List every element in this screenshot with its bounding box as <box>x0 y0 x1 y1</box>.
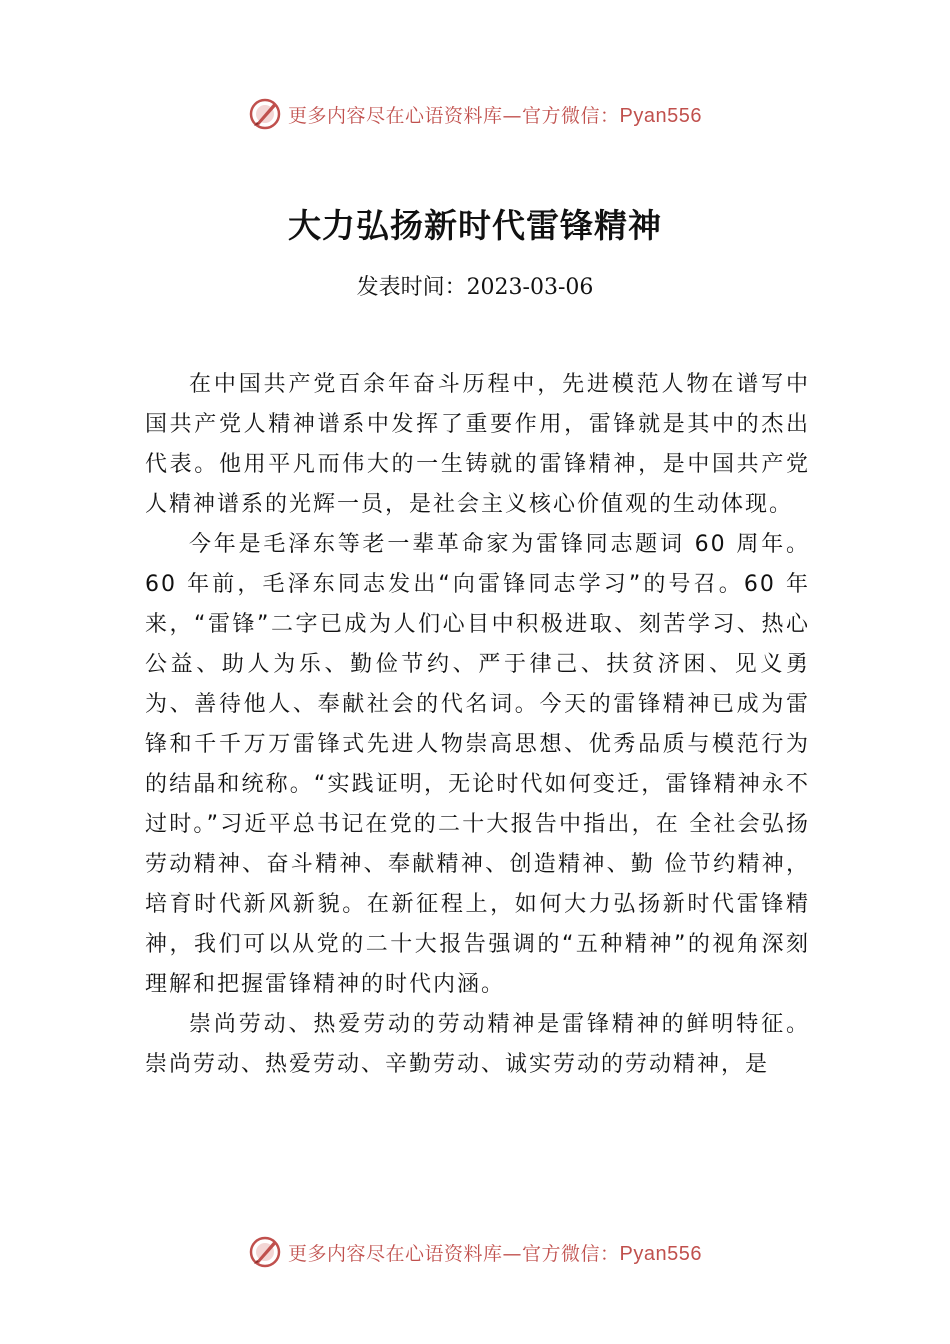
watermark-brand: 更多内容尽在心语资料库 <box>288 104 503 127</box>
watermark-brand: 更多内容尽在心语资料库 <box>288 1242 503 1265</box>
header-watermark <box>0 94 950 134</box>
quill-pen-seal-icon <box>248 97 282 131</box>
footer-watermark <box>0 1232 950 1272</box>
quill-pen-seal-icon <box>248 1235 282 1269</box>
paragraph: 崇尚劳动、热爱劳动的劳动精神是雷锋精神的鲜明特征。崇尚劳动、热爱劳动、辛勤劳动、诚实劳动的劳动精神，是 <box>145 1012 810 1077</box>
article-body <box>145 365 810 1085</box>
watermark-separator: — <box>502 104 523 127</box>
document-title: 大力弘扬新时代雷锋精神 <box>288 206 662 245</box>
watermark-suffix: 官方微信： <box>522 104 620 127</box>
watermark-wechat-id: Pyan556 <box>619 1242 702 1265</box>
paragraph: 今年是毛泽东等老一辈革命家为雷锋同志题词 60 周年。60 年前，毛泽东同志发出“向雷锋同志学习”的号召。60 年来，“雷锋”二字已成为人们心目中积极进取、刻苦学习、热心公益、助人为乐、勤俭节约、严于律己、扶贫济困、见义勇为、善待他人、奉献社会的代名词。今天的雷锋精神已成为雷锋和千千万万雷锋式先进人物崇高思想、优秀品质与模范行为的结晶和统称。“实践证明，无论时代如何变迁，雷锋精神永不过时。”习近平总书记在党的二十大报告中指出，在 全社会弘扬劳动精神、奋斗精神、奉献精神、创造精神、勤 俭节约精神，培育时代新风新貌。在新征程上，如何大力弘扬新时代雷锋精神，我们可以从党的二十大报告强调的“五种精神”的视角深刻理解和把握雷锋精神的时代内涵。 <box>145 532 811 997</box>
watermark-wechat-id: Pyan556 <box>619 104 702 127</box>
publish-date: 发表时间：2023-03-06 <box>356 275 594 300</box>
paragraph: 在中国共产党百余年奋斗历程中，先进模范人物在谱写中国共产党人精神谱系中发挥了重要作用，雷锋就是其中的杰出代表。他用平凡而伟大的一生铸就的雷锋精神，是中国共产党人精神谱系的光辉一员，是社会主义核心价值观的生动体现。 <box>145 372 810 517</box>
watermark-suffix: 官方微信： <box>522 1242 620 1265</box>
watermark-text <box>288 1239 702 1266</box>
watermark-separator: — <box>502 1242 523 1265</box>
watermark-text <box>288 101 702 128</box>
